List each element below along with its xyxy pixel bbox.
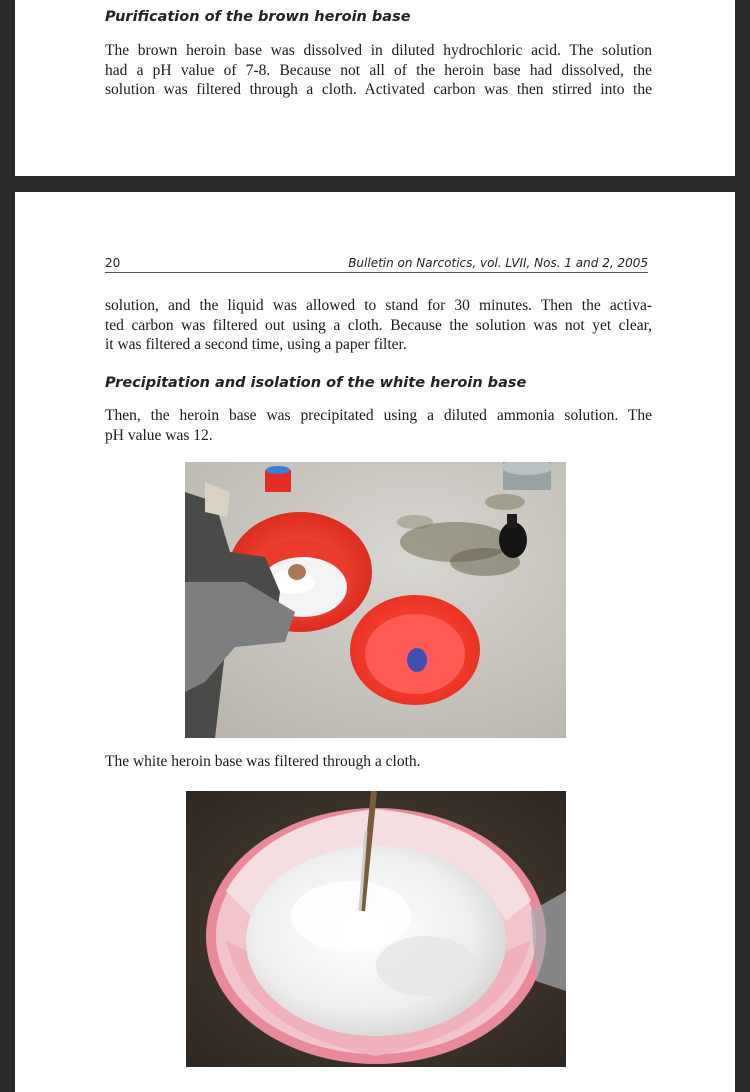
document-page-top [15, 0, 735, 176]
paragraph-line: had a pH value of 7-8. Because not all of the heroin base had dissolved, the [105, 61, 652, 79]
section-heading-purification: Purification of the brown heroin base [105, 9, 411, 25]
running-header [105, 256, 648, 273]
page-number: 20 [105, 256, 121, 270]
paragraph-purification [105, 41, 652, 100]
paragraph-line: pH value was 12. [105, 426, 213, 444]
paragraph-line: solution was filtered through a cloth. Activated carbon was then stirred into the [105, 81, 652, 98]
photo-red-basins [185, 462, 566, 738]
paragraph-line: ted carbon was filtered out using a cloth. Because the solution was not yet clear, [105, 316, 652, 334]
paragraph-line: The brown heroin base was dissolved in diluted hydrochloric acid. The solution [105, 42, 652, 59]
photo-white-base-filter [186, 791, 566, 1067]
paragraph-line: it was filtered a second time, using a paper filter. [105, 336, 407, 353]
paragraph-filtration [105, 296, 652, 355]
figure-caption: The white heroin base was filtered through a cloth. [105, 753, 421, 770]
paragraph-precipitation [105, 406, 652, 445]
paragraph-line: Then, the heroin base was precipitated using a diluted ammonia solution. The [105, 407, 652, 424]
section-heading-precipitation: Precipitation and isolation of the white heroin base [105, 375, 527, 391]
paragraph-line: solution, and the liquid was allowed to stand for 30 minutes. Then the activa- [105, 297, 652, 314]
document-page-bottom [15, 192, 735, 1092]
publication-title: Bulletin on Narcotics, vol. LVII, Nos. 1 and 2, 2005 [348, 256, 648, 270]
